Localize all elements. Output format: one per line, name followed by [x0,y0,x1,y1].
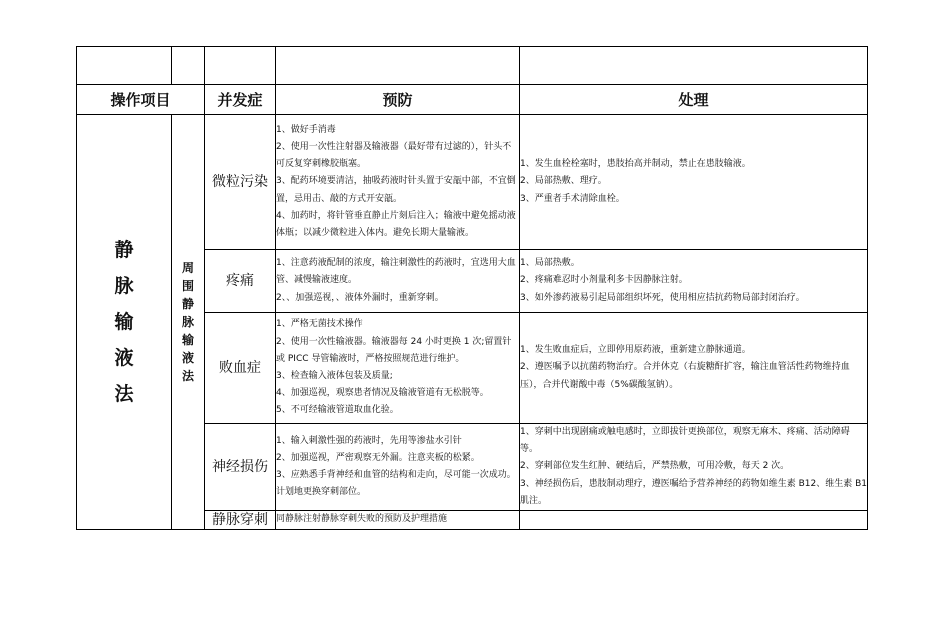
complication-name: 败血症 [205,313,276,424]
treatment-item: 2、局部热敷、理疗。 [520,176,607,187]
prevention-item: 2、使用一次性注射器及输液器（最好带有过滤的），针头不可反复穿刺橡胶瓶塞。 [276,141,512,170]
blank-cell [520,47,868,85]
treatment-item: 1、局部热敷。 [520,258,580,269]
prevention-item: 5、不可经输液管道取血化验。 [276,405,399,416]
prevention-item: 同静脉注射静脉穿刺失败的预防及护理措施 [276,514,448,525]
complication-name: 神经损伤 [205,424,276,511]
treatment-cell [520,313,868,424]
header-treatment: 处理 [520,85,868,115]
category-sub-char: 静 [181,297,194,311]
treatment-item: 1、发生血栓栓塞时，患肢抬高并制动，禁止在患肢输液。 [520,159,751,170]
category-main-char: 输 [114,311,134,333]
category-main-char: 静 [114,239,134,261]
treatment-cell [520,250,868,313]
category-sub [172,115,205,530]
prevention-item: 2、、加强巡视，、液体外漏时，重新穿刺。 [276,292,444,303]
prevention-item: 2、加强巡视，严密观察无外漏。注意夹板的松紧。 [276,452,480,463]
blank-cell [276,47,520,85]
prevention-cell [276,313,520,424]
category-sub-char: 脉 [181,315,194,329]
prevention-cell [276,424,520,511]
blank-row [77,47,868,85]
prevention-item: 1、注意药液配制的浓度，输注刺激性的药液时，宜选用大血管、减慢输液速度。 [276,258,516,286]
prevention-item: 4、加药时，将针管垂直静止片刻后注入；输液中避免摇动液体瓶；以减少微粒进入体内。避免长期大量输液。 [276,210,516,238]
prevention-cell [276,115,520,250]
prevention-cell [276,250,520,313]
header-complication: 并发症 [205,85,276,115]
table-row [77,115,868,250]
category-sub-char: 法 [181,369,194,383]
complication-name: 疼痛 [205,250,276,313]
prevention-item: 1、输入刺激性强的药液时，先用等渗盐水引针 [276,435,462,446]
treatment-item: 3、严重者手术清除血栓。 [520,193,625,204]
category-main-char: 脉 [114,275,134,297]
category-sub-char: 液 [181,351,194,365]
category-main-char: 液 [114,347,134,369]
prevention-item: 3、配药环境要清洁，抽吸药液时针头置于安瓿中部，不宜倒置，忌用击、敲的方式开安瓿。 [276,176,516,204]
complication-table [76,46,868,530]
header-prevention: 预防 [276,85,520,115]
prevention-item: 4、加强巡视，观察患者情况及输液管道有无松脱等。 [276,388,489,399]
treatment-item: 3、如外渗药液易引起局部组织坏死，使用相应拮抗药物局部封闭治疗。 [520,292,805,303]
category-main-char: 法 [114,383,134,405]
treatment-cell [520,115,868,250]
treatment-item: 2、穿刺部位发生红肿、硬结后，严禁热敷，可用冷敷，每天 2 次。 [520,461,790,472]
category-sub-char: 周 [181,261,194,275]
header-operation: 操作项目 [77,85,205,115]
prevention-item: 2、使用一次性输液器。输液器每 24 小时更换 1 次;留置针或 PICC 导管输液时，严格按照规范进行维护。 [276,336,512,364]
blank-cell [172,47,205,85]
treatment-item: 1、穿刺中出现剧痛或触电感时，立即拔针更换部位，观察无麻木、疼痛、活动障碍等。 [520,427,850,455]
prevention-item: 3、应熟悉手背神经和血管的结构和走向，尽可能一次成功。计划地更换穿刺部位。 [276,470,516,498]
treatment-item: 1、发生败血症后，立即停用原药液，重新建立静脉通道。 [520,345,751,356]
treatment-item: 3、神经损伤后，患肢制动理疗，遵医嘱给予营养神经的药物如维生素 B12、维生素 B1 肌注。 [520,478,867,506]
blank-cell [77,47,172,85]
prevention-cell [276,511,520,530]
prevention-item: 1、严格无菌技术操作 [276,319,363,330]
header-row [77,85,868,115]
prevention-item: 1、做好手消毒 [276,124,336,135]
treatment-item: 2、疼痛难忍时小剂量利多卡因静脉注射。 [520,275,688,286]
category-sub-char: 输 [181,333,194,347]
complication-name: 微粒污染 [205,115,276,250]
treatment-cell [520,424,868,511]
category-main [77,115,172,530]
treatment-item: 2、遵医嘱予以抗菌药物治疗。合并休克（右旋糖酐扩容，输注血管活性药物维持血压），合并代谢酸中毒（5%碳酸氢钠）。 [520,362,850,390]
category-sub-char: 围 [181,279,194,293]
complication-name: 静脉穿刺 [205,511,276,530]
treatment-cell [520,511,868,530]
prevention-item: 3、检查输入液体包装及质量; [276,371,393,381]
blank-cell [205,47,276,85]
